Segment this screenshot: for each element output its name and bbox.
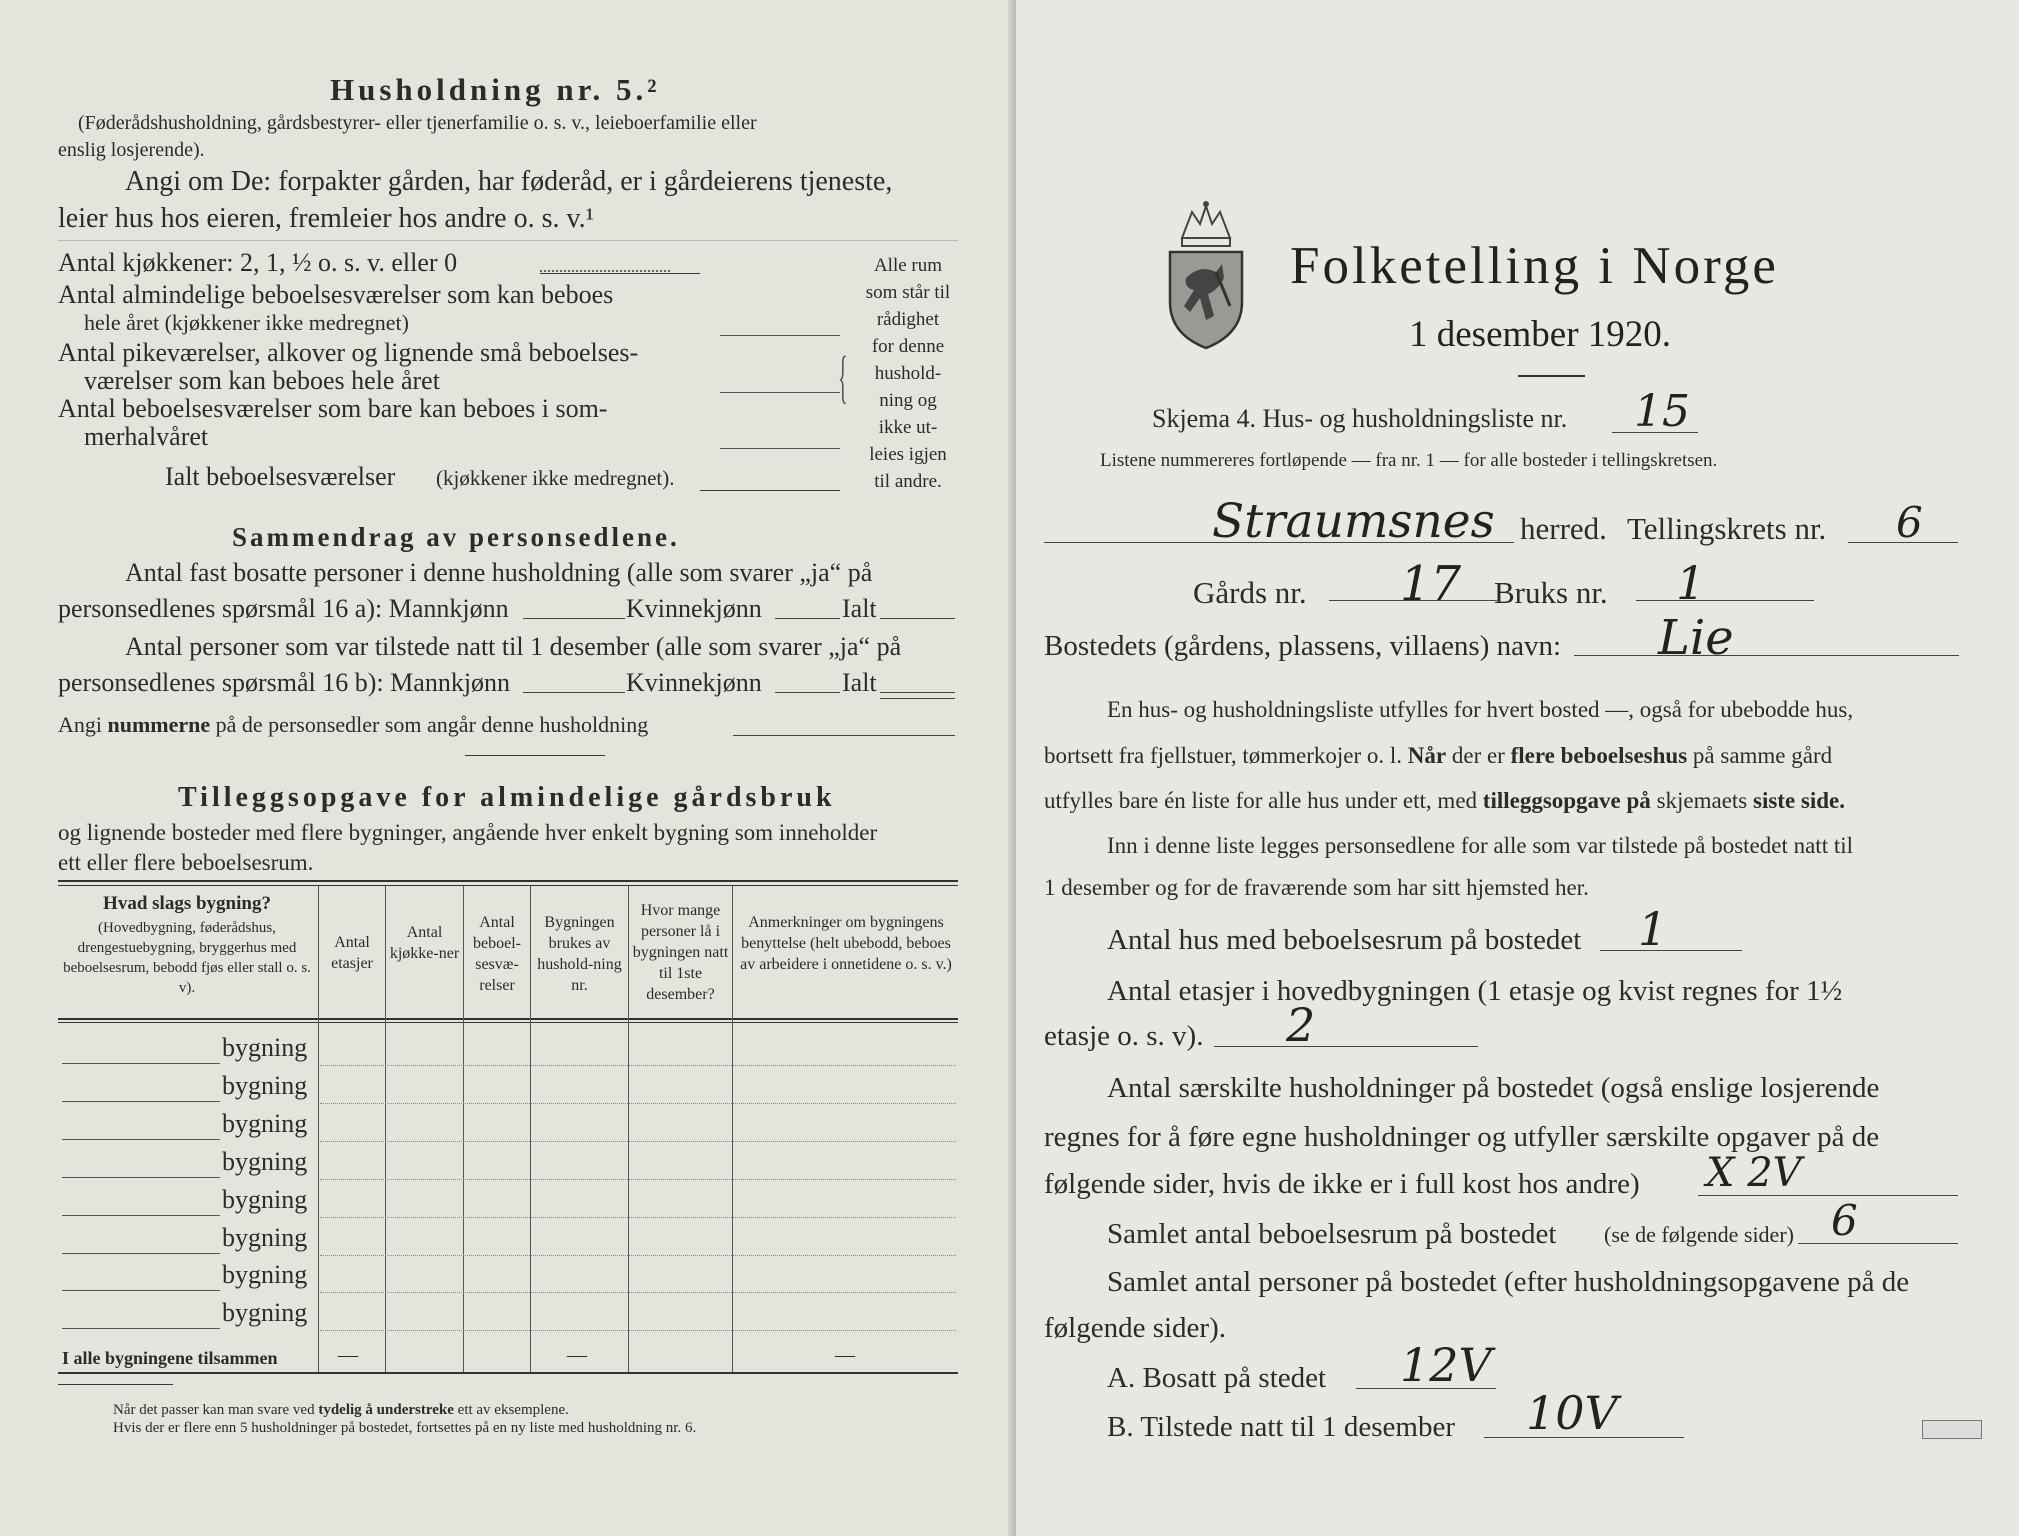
rooms-line-7: merhalvåret [84,422,209,451]
answer-line [775,692,840,693]
para1-line-3 [1044,788,1845,814]
table-col-rule [628,886,629,1372]
answer-line [1612,432,1698,433]
tellingskrets-value: 6 [1896,498,1923,547]
saerskilte-line-3: følgende sider, hvis de ikke er i full kost hos andre) [1044,1168,1640,1200]
footnote-bold: tydelig å understreke [318,1402,454,1418]
samlet-rum-value: 6 [1831,1196,1858,1245]
table-row-input-line [62,1139,220,1140]
herred-value: Straumsnes [1212,494,1495,549]
etasjer-value: 2 [1286,998,1316,1052]
brace-note-line: for denne [871,336,945,357]
antal-hus-label: Antal hus med beboelsesrum på bostedet [1107,924,1582,956]
angi-line [58,712,648,738]
table-row-label: bygning [222,1260,308,1289]
table-header-rule [58,1018,958,1020]
title-divider [1518,375,1585,377]
form-title: Folketelling i Norge [1290,237,1779,295]
divider [58,240,958,241]
table-row-rule [320,1292,956,1293]
table-header-persons: Hvor mange personer lå i bygningen natt til 1ste desember? [632,902,729,1003]
rooms-line-6: Antal beboelsesværelser som bare kan beboes i som- [58,394,608,423]
total-label: Ialt [842,594,877,623]
answer-line [733,735,955,736]
bosted-label: Bostedets (gårdens, plassens, villaens) navn: [1044,630,1562,662]
table-row-input-line [62,1101,220,1102]
table-row-label: bygning [222,1109,308,1138]
brace-note [858,252,958,495]
household-subtitle-1: (Føderådshusholdning, gårdsbestyrer- eller tjenerfamilie o. s. v., leieboerfamilie eller [78,112,757,134]
answer-line [1329,600,1497,601]
total-rooms-label: Ialt beboelsesværelser [165,462,396,491]
angi-text: på de personsedler som angår denne husholdning [215,712,649,737]
samlet-pers-line-2: følgende sider). [1044,1312,1226,1344]
tillegg-line-1: og lignende bosteder med flere bygninger, angående hver enkelt bygning som inneholder [58,820,878,845]
total-buildings-label: I alle bygningene tilsammen [62,1348,278,1368]
printer-stamp [1922,1420,1982,1439]
brace-note-line: som står til [865,282,951,303]
rooms-line-5: værelser som kan beboes hele året [84,366,440,395]
para1-line-2 [1044,743,1832,769]
footnote-1 [113,1402,569,1419]
table-row-rule [320,1103,956,1104]
table-header-type-note: (Hovedbygning, føderådshus, drengestuebygning, bryggerhus med beboelsesrum, bebodd fjøs eller stall o. s. v). [63,920,311,996]
para-bold: siste side. [1753,788,1846,813]
rooms-line-3: hele året (kjøkkener ikke medregnet) [84,310,409,335]
table-row-rule [320,1330,956,1331]
household-subtitle-2: enslig losjerende). [58,139,205,161]
table-row-label: bygning [222,1071,308,1100]
answer-line [1600,950,1742,951]
para2-line-1: Inn i denne liste legges personsedlene for alle som var tilstede på bostedet natt til [1107,833,1854,858]
total-dash: — [567,1344,587,1366]
para1-line-1: En hus- og husholdningsliste utfylles for hvert bosted —, også for ubebodde hus, [1107,697,1854,722]
tellingskrets-label: Tellingskrets nr. [1627,511,1827,546]
bosted-value: Lie [1658,610,1734,666]
tilstede-label: B. Tilstede natt til 1 desember [1107,1411,1455,1443]
brace-note-line: Alle rum [873,255,943,276]
brace: { [838,344,848,409]
bruks-label: Bruks nr. [1494,575,1608,610]
table-header-kitchens: Antal kjøkke-ner [389,924,460,962]
coat-of-arms-icon [1160,198,1252,350]
table-header-household: Bygningen brukes av hushold-ning nr. [537,914,622,994]
rooms-line-1: Antal kjøkkener: 2, 1, ½ o. s. v. eller 0 [58,248,458,277]
table-top-rule [58,880,958,882]
para-bold: Når [1407,743,1447,768]
table-row-label: bygning [222,1185,308,1214]
answer-line [1574,655,1959,656]
rooms-line-2: Antal almindelige beboelsesværelser som kan beboes [58,280,614,309]
numbering-note: Listene nummereres fortløpende — fra nr. 1 — for alle bosteder i tellingskretsen. [1100,450,1718,471]
tillegg-title: Tilleggsopgave for almindelige gårdsbruk [178,782,836,813]
summary-line-2: personsedlenes spørsmål 16 a): Mannkjønn [58,594,509,623]
right-page [1016,0,2019,1536]
table-col-rule [318,886,319,1372]
table-header-rooms: Antal beboel-sesvæ-relser [473,914,521,994]
female-label: Kvinnekjønn [626,668,762,697]
table-row-label: bygning [222,1033,308,1062]
answer-line [775,618,840,619]
answer-line [880,692,955,693]
table-row-input-line [62,1290,220,1291]
answer-line [1044,542,1514,543]
total-dash: — [338,1344,358,1366]
table-row-rule [320,1255,956,1256]
answer-line [720,448,840,449]
table-header-rule [58,1022,958,1023]
summary-line-4: personsedlenes spørsmål 16 b): Mannkjønn [58,668,511,697]
table-header-type: Hvad slags bygning? [103,893,271,914]
total-rooms-note: (kjøkkener ikke medregnet). [436,466,675,490]
brace-note-line: ning og [879,390,937,411]
samlet-rum-label: Samlet antal beboelsesrum på bostedet [1107,1218,1557,1250]
answer-line [700,490,840,491]
table-col-rule [732,886,733,1372]
para-bold: flere beboelseshus [1510,743,1688,768]
answer-line [540,273,700,274]
example-underline [58,1384,173,1385]
table-row-input-line [62,1253,220,1254]
bruks-value: 1 [1676,556,1706,610]
summary-line-1: Antal fast bosatte personer i denne husholdning (alle som svarer „ja“ på [125,558,873,587]
summary-title: Sammendrag av personsedlene. [232,522,680,552]
table-row-input-line [62,1215,220,1216]
form-date: 1 desember 1920. [1409,314,1672,355]
para-text: på samme gård [1692,743,1833,768]
herred-label: herred. [1520,511,1607,546]
samlet-rum-note: (se de følgende sider) [1604,1222,1794,1247]
table-row-rule [320,1217,956,1218]
answer-line [720,392,840,393]
rooms-line-4: Antal pikeværelser, alkover og lignende små beboelses- [58,338,639,367]
instruction-line-2: leier hus hos eieren, fremleier hos andre o. s. v.¹ [58,203,595,234]
brace-note-line: til andre. [874,471,942,492]
leader-dots [540,270,670,272]
angi-bold: nummerne [107,712,211,737]
table-row-label: bygning [222,1147,308,1176]
brace-note-line: hushold- [874,363,942,384]
table-bottom-rule [58,1372,958,1374]
bosatt-value: 12V [1400,1338,1492,1392]
total-dash: — [835,1344,855,1366]
answer-line [720,335,840,336]
para-text: utfylles bare én liste for alle hus under ett, med [1044,788,1478,813]
etasjer-line-1: Antal etasjer i hovedbygningen (1 etasje og kvist regnes for 1½ [1107,975,1843,1007]
summary-line-3: Antal personer som var tilstede natt til 1 desember (alle som svarer „ja“ på [125,632,902,661]
para-text: der er [1451,743,1505,768]
table-top-rule [58,885,958,886]
table-row-input-line [62,1177,220,1178]
footnote-2: Hvis der er flere enn 5 husholdninger på bostedet, fortsettes på en ny liste med husholdning nr. 6. [113,1420,697,1436]
answer-line [523,692,625,693]
answer-line [1214,1046,1478,1047]
samlet-pers-line-1: Samlet antal personer på bostedet (efter husholdningsopgavene på de [1107,1266,1910,1298]
schema-label: Skjema 4. Hus- og husholdningsliste nr. [1152,404,1568,433]
tilstede-value: 10V [1526,1386,1618,1440]
answer-line [1798,1243,1958,1244]
female-label: Kvinnekjønn [626,594,762,623]
brace-note-line: leies igjen [869,444,947,465]
table-row-input-line [62,1063,220,1064]
household-title: Husholdning nr. 5.² [330,72,661,107]
footnote-text: ett av eksemplene. [457,1402,569,1418]
table-row-rule [320,1065,956,1066]
answer-line-double [880,698,955,699]
short-divider [465,755,605,756]
list-number: 15 [1634,386,1690,437]
bosatt-label: A. Bosatt på stedet [1107,1362,1327,1394]
table-header-floors: Antal etasjer [331,934,373,972]
table-col-rule [530,886,531,1372]
answer-line [1698,1195,1958,1196]
answer-line [1848,542,1958,543]
table-col-rule [385,886,386,1372]
answer-line [1636,600,1814,601]
para-text: skjemaets [1656,788,1748,813]
etasjer-line-2: etasje o. s. v). [1044,1020,1204,1052]
gards-value: 17 [1400,556,1462,612]
para2-line-2: 1 desember og for de fraværende som har sitt hjemsted her. [1044,875,1589,900]
table-row-rule [320,1141,956,1142]
total-label: Ialt [842,668,877,697]
answer-line [523,618,625,619]
gards-label: Gårds nr. [1193,575,1307,610]
saerskilte-value: X 2V [1706,1150,1802,1196]
answer-line [880,618,955,619]
angi-text: Angi [58,712,102,737]
answer-line [1484,1437,1684,1438]
table-row-input-line [62,1328,220,1329]
para-bold: tilleggsopgave på [1482,788,1651,813]
table-header-remarks: Anmerkninger om bygningens benyttelse (helt ubebodd, beboes av arbeidere i onnetidene o. s. v.) [740,914,952,973]
tillegg-line-2: ett eller flere beboelsesrum. [58,850,314,875]
footnote-text: Når det passer kan man svare ved [113,1402,315,1418]
table-row-rule [320,1179,956,1180]
table-row-label: bygning [222,1298,308,1327]
answer-line [1356,1388,1496,1389]
antal-hus-value: 1 [1638,902,1668,956]
saerskilte-line-2: regnes for å føre egne husholdninger og utfyller særskilte opgaver på de [1044,1121,1880,1153]
saerskilte-line-1: Antal særskilte husholdninger på bostedet (også enslige losjerende [1107,1072,1880,1104]
instruction-line-1: Angi om De: forpakter gården, har føderåd, er i gårdeierens tjeneste, [125,166,893,197]
table-col-rule [463,886,464,1372]
table-row-label: bygning [222,1223,308,1252]
para-text: bortsett fra fjellstuer, tømmerkojer o. l. [1044,743,1403,768]
brace-note-line: rådighet [876,309,940,330]
brace-note-line: ikke ut- [878,417,938,438]
